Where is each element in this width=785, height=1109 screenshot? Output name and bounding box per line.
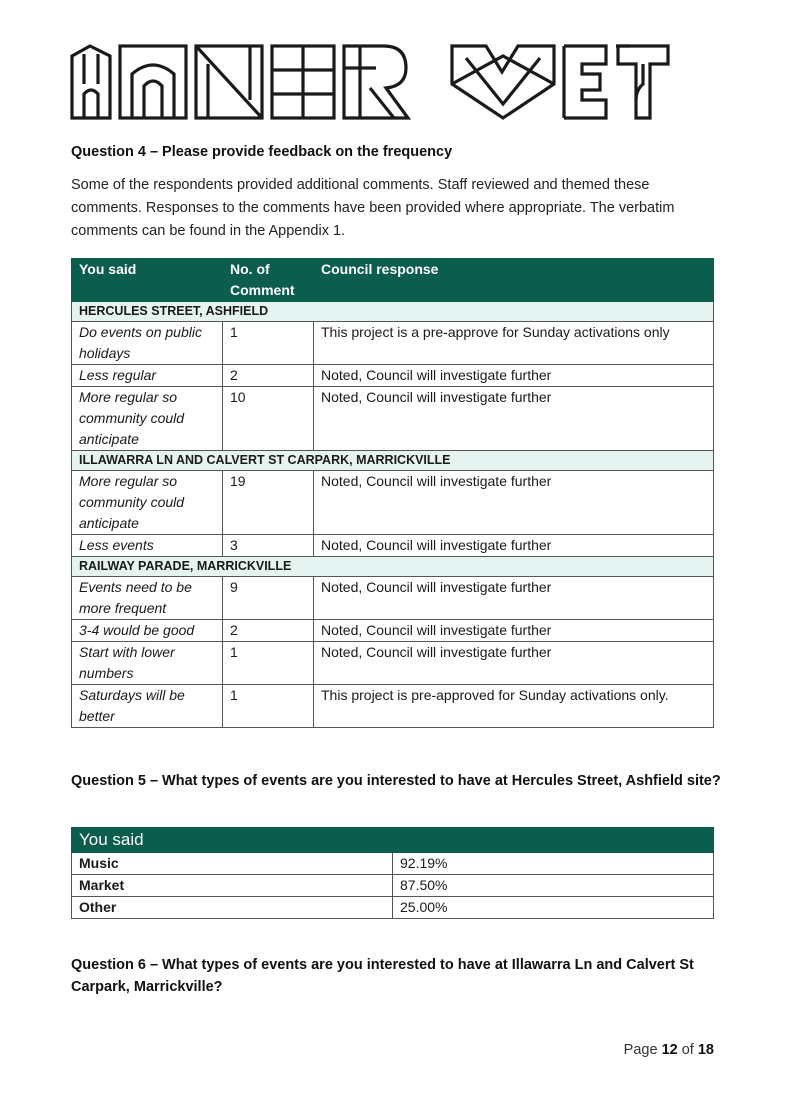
- section-row: [72, 557, 714, 577]
- table-row: [72, 322, 714, 365]
- page-total: 18: [697, 1042, 714, 1058]
- cell-percentage: 92.19%: [393, 853, 714, 875]
- table-row: [72, 685, 714, 728]
- header-no-of-comment: No. of Comment: [223, 259, 314, 302]
- section-title: RAILWAY PARADE, MARRICKVILLE: [72, 557, 714, 577]
- table-header-row: [72, 828, 714, 853]
- cell-you-said: More regular so community could anticipate: [72, 387, 223, 451]
- table-row: [72, 387, 714, 451]
- table-header-row: [72, 259, 714, 302]
- page-current: 12: [661, 1042, 678, 1058]
- question-5-heading: Question 5 – What types of events are you interested to have at Hercules Street, Ashfield site?: [71, 773, 721, 789]
- table-row: [72, 577, 714, 620]
- cell-you-said: Start with lower numbers: [72, 642, 223, 685]
- table-row: [72, 897, 714, 919]
- cell-you-said: More regular so community could anticipate: [72, 471, 223, 535]
- cell-count: 1: [223, 322, 314, 365]
- cell-count: 1: [223, 685, 314, 728]
- cell-you-said: Saturdays will be better: [72, 685, 223, 728]
- of-label: of: [681, 1042, 694, 1058]
- cell-response: Noted, Council will investigate further: [314, 642, 714, 685]
- table-row: [72, 471, 714, 535]
- table-row: [72, 853, 714, 875]
- cell-response: Noted, Council will investigate further: [314, 620, 714, 642]
- question-4-heading: Question 4 – Please provide feedback on the frequency: [71, 144, 453, 160]
- cell-count: 19: [223, 471, 314, 535]
- cell-you-said: 3-4 would be good: [72, 620, 223, 642]
- cell-response: This project is pre-approved for Sunday activations only.: [314, 685, 714, 728]
- page-number: [624, 1042, 714, 1058]
- table-row: [72, 365, 714, 387]
- header-you-said: You said: [72, 259, 223, 302]
- header-you-said: You said: [72, 828, 714, 853]
- page-label: Page: [623, 1042, 658, 1058]
- question-4-intro: Some of the respondents provided additional comments. Staff reviewed and themed these comments. Responses to the comments have been provided where appropriate. The verbatim comments can be found in the Appendix 1.: [71, 177, 675, 239]
- table-row: [72, 875, 714, 897]
- cell-event-type: Music: [72, 853, 393, 875]
- cell-count: 3: [223, 535, 314, 557]
- section-row: [72, 302, 714, 322]
- section-row: [72, 451, 714, 471]
- cell-response: This project is a pre-approve for Sunday activations only: [314, 322, 714, 365]
- section-title: ILLAWARRA LN AND CALVERT ST CARPARK, MARRICKVILLE: [72, 451, 714, 471]
- cell-response: Noted, Council will investigate further: [314, 365, 714, 387]
- cell-you-said: Less regular: [72, 365, 223, 387]
- cell-event-type: Market: [72, 875, 393, 897]
- table-row: [72, 535, 714, 557]
- question-6-heading: Question 6 – What types of events are you interested to have at Illawarra Ln and Calvert St Carpark, Marrickville?: [71, 957, 694, 995]
- cell-count: 2: [223, 365, 314, 387]
- cell-you-said: Less events: [72, 535, 223, 557]
- cell-response: Noted, Council will investigate further: [314, 535, 714, 557]
- cell-count: 9: [223, 577, 314, 620]
- hercules-event-types-table: [71, 827, 714, 919]
- cell-you-said: Events need to be more frequent: [72, 577, 223, 620]
- cell-percentage: 25.00%: [393, 897, 714, 919]
- cell-response: Noted, Council will investigate further: [314, 577, 714, 620]
- frequency-feedback-table: [71, 258, 714, 728]
- section-title: HERCULES STREET, ASHFIELD: [72, 302, 714, 322]
- cell-response: Noted, Council will investigate further: [314, 471, 714, 535]
- cell-count: 10: [223, 387, 314, 451]
- cell-response: Noted, Council will investigate further: [314, 387, 714, 451]
- header-council-response: Council response: [314, 259, 714, 302]
- table-row: [72, 620, 714, 642]
- cell-event-type: Other: [72, 897, 393, 919]
- cell-count: 2: [223, 620, 314, 642]
- cell-percentage: 87.50%: [393, 875, 714, 897]
- cell-count: 1: [223, 642, 314, 685]
- table-row: [72, 642, 714, 685]
- inner-west-logo: [70, 44, 670, 120]
- cell-you-said: Do events on public holidays: [72, 322, 223, 365]
